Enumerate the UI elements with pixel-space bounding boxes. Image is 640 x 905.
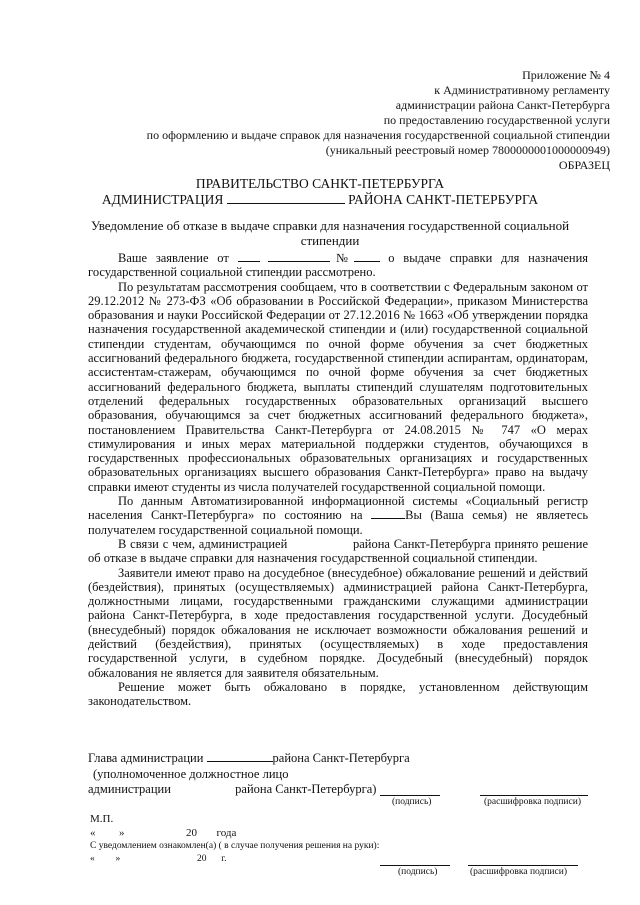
signature-line-2 xyxy=(380,865,450,866)
year-suffix-2: г. xyxy=(221,854,227,864)
decode-caption-2: (расшифровка подписи) xyxy=(470,867,567,877)
decode-line-2 xyxy=(468,865,578,866)
date-blank xyxy=(238,251,260,262)
year-prefix-2: 20 xyxy=(197,854,207,864)
number-blank xyxy=(354,251,380,262)
status-date-blank xyxy=(371,508,405,519)
head-label: Глава администрации xyxy=(88,751,204,765)
registry-check-result: Вы (Ваша семья) не являетесь получателем государственной социальной помощи. xyxy=(88,508,589,537)
document-body xyxy=(88,251,588,709)
admin-suffix: РАЙОНА САНКТ-ПЕТЕРБУРГА xyxy=(348,192,539,207)
signature-caption: (подпись) xyxy=(392,797,432,807)
appendix-service-name: по оформлению и выдаче справок для назначения государственной социальной стипендии xyxy=(146,128,610,142)
decision-text-a: В связи с чем, администрацией xyxy=(118,536,288,551)
quote-open-2: « xyxy=(90,854,95,864)
appendix-block xyxy=(10,68,610,173)
application-subject: о выдаче справки для назначения государственной социальной стипендии рассмотрено. xyxy=(88,251,589,280)
admin-label: администрации xyxy=(88,782,171,796)
paragraph-application xyxy=(88,251,588,280)
appendix-administration: администрации района Санкт-Петербурга xyxy=(395,98,610,112)
appendix-regulation: к Административному регламенту xyxy=(434,83,610,97)
registry-check-text: По данным Автоматизированной информационной системы «Социальный регистр населения Санкт-Петербурга» по состоянию на xyxy=(88,494,588,523)
number-sign: № xyxy=(330,251,354,265)
paragraph-decision xyxy=(88,537,588,566)
signature-admin-line xyxy=(88,782,376,796)
application-date-label: Ваше заявление от xyxy=(118,251,229,265)
quote-close-2: » xyxy=(115,854,121,864)
year-suffix: года xyxy=(216,827,237,839)
head-district-blank xyxy=(207,751,273,762)
date-blank-2 xyxy=(268,251,330,262)
acquainted-date xyxy=(90,854,226,865)
stamp-place: М.П. xyxy=(90,813,114,825)
acquainted-line: С уведомлением ознакомлен(а) ( в случае получения решения на руки): xyxy=(90,841,380,851)
appendix-number: Приложение № 4 xyxy=(522,68,610,82)
signature-caption-2: (подпись) xyxy=(398,867,438,877)
decision-text-b: района Санкт-Петербурга принято решение об отказе в выдаче справки для назначения государственной социальной стипендии. xyxy=(88,536,589,566)
signature-line xyxy=(380,795,440,796)
sample-mark: ОБРАЗЕЦ xyxy=(558,158,610,172)
signature-head-line xyxy=(88,751,410,765)
admin-district: района Санкт-Петербурга) xyxy=(235,782,377,796)
administration-heading xyxy=(0,191,640,208)
admin-prefix: АДМИНИСТРАЦИЯ xyxy=(101,192,224,207)
decode-line xyxy=(480,795,588,796)
document-title: Уведомление об отказе в выдаче справки для назначения государственной социальной стипендии xyxy=(90,218,570,248)
decision-date xyxy=(90,826,236,840)
paragraph-appeal-court: Решение может быть обжаловано в порядке, установленном действующим законодательством. xyxy=(88,679,588,709)
paragraph-registry-check xyxy=(88,494,588,537)
authorized-official: (уполномоченное должностное лицо xyxy=(93,767,289,781)
head-district: района Санкт-Петербурга xyxy=(272,751,410,765)
decode-caption: (расшифровка подписи) xyxy=(484,797,581,807)
government-heading: ПРАВИТЕЛЬСТВО САНКТ-ПЕТЕРБУРГА xyxy=(195,176,445,191)
appendix-service: по предоставлению государственной услуги xyxy=(383,113,610,127)
year-prefix: 20 xyxy=(186,827,197,839)
quote-open: « xyxy=(90,827,96,839)
paragraph-legal-basis: По результатам рассмотрения сообщаем, что в соответствии с Федеральным законом от 29.12.2012 № 273-ФЗ «Об образовании в Российской Федерации», приказом Министерства образования и науки Российской Федерации от 27.12.2016 № 1663 «Об утверждении порядка назначения государственной академической стипендии и (или) государственной социальной стипендии студентам, обучающимся по очной форме обучения за счет бюджетных ассигнований федерального бюджета, государственной стипендии аспирантам, ординаторам, ассистентам-стажерам, обучающимся по очной форме обучения за счет бюджетных ассигнований федерального бюджета, выплаты стипендий слушателям подготовительных отделений федеральных государственных образовательных организаций высшего образования, обучающимся за счет бюджетных ассигнований федерального бюджета», постановлением Правительства Санкт-Петербурга от 24.08.2015 № 747 «О мерах стимулирования и иных мерах материальной поддержки студентов, обучающихся в государственных профессиональных образовательных организациях и государственных образовательных организациях высшего образования Санкт-Петербурга» право на выдачу справки имеют студенты из числа получателей государственной социальной помощи. xyxy=(88,279,588,494)
appendix-registry-number: (уникальный реестровый номер 7800000001000000949) xyxy=(325,143,610,157)
quote-close: » xyxy=(119,827,125,839)
paragraph-appeal: Заявители имеют право на досудебное (внесудебное) обжалование решений и действий (бездействия), принятых (осуществляемых) администрацией района Санкт-Петербурга, должностными лицами, государственными гражданскими служащими администрации района Санкт-Петербурга, в ходе предоставления государственной услуги. Досудебный (внесудебный) порядок обжалования не исключает возможности обжалования решений и действий (бездействия), принятых (осуществляемых) в ходе предоставления государственной услуги, в судебном порядке. Досудебный (внесудебный) порядок обжалования не является для заявителя обязательным. xyxy=(88,565,588,680)
district-blank xyxy=(227,191,345,204)
